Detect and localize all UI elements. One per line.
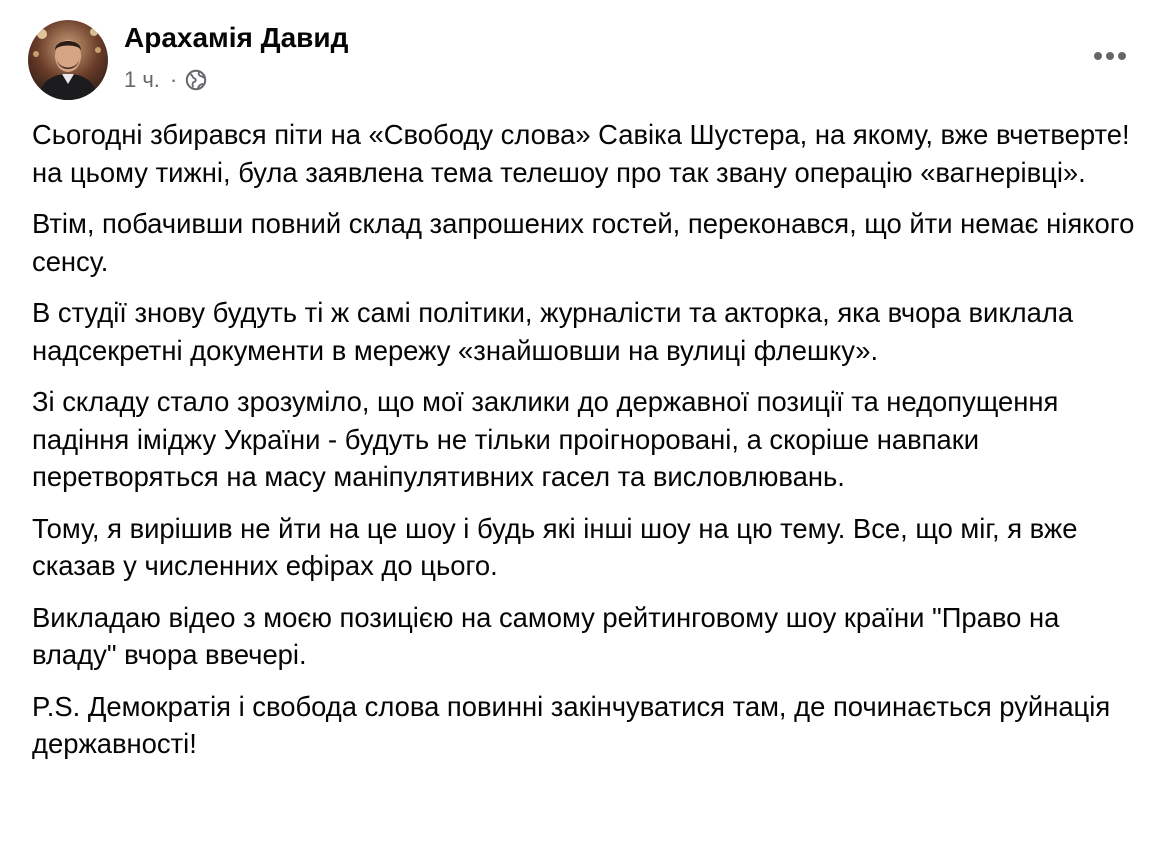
post-meta (124, 66, 207, 94)
meta-separator: · (169, 67, 178, 92)
post-paragraph: P.S. Демократія і свобода слова повинні закінчуватися там, де починається руйнація державності! (32, 690, 1111, 759)
post-paragraph: Викладаю відео з моєю позицією на самому рейтинговому шоу країни "Право на владу" вчора ввечері. (32, 601, 1060, 670)
post-paragraph: Зі складу стало зрозуміло, що мої заклики до державної позиції та недопущення падіння іміджу України - будуть не тільки проігноровані, а скоріше навпаки перетворяться на масу маніпулятивних гасел та висловлювань. (32, 386, 1059, 492)
author-avatar[interactable] (28, 20, 108, 100)
post-paragraph: Тому, я вирішив не йти на це шоу і будь які інші шоу на цю тему. Все, що міг, я вже сказав у численних ефірах до цього. (32, 512, 1078, 581)
post-paragraph: В студії знову будуть ті ж самі політики, журналісти та акторка, яка вчора виклала надсекретні документи в мережу «знайшовши на вулиці флешку». (32, 297, 1074, 366)
post-paragraph: Сьогодні збирався піти на «Свободу слова» Савіка Шустера, на якому, вже вчетверте! на цьому тижні, була заявлена тема телешоу про так звану операцію «вагнерівці». (32, 119, 1130, 188)
post-text (32, 116, 1142, 777)
post-timestamp[interactable]: 1 ч. (124, 67, 160, 92)
globe-icon[interactable] (185, 69, 207, 91)
more-options-button[interactable] (1086, 36, 1134, 76)
avatar-image (28, 20, 108, 100)
author-name[interactable]: Арахамія Давид (124, 22, 349, 53)
post-paragraph: Втім, побачивши повний склад запрошених гостей, переконався, що йти немає ніякого сенсу. (32, 208, 1135, 277)
more-horizontal-icon (1094, 52, 1126, 60)
